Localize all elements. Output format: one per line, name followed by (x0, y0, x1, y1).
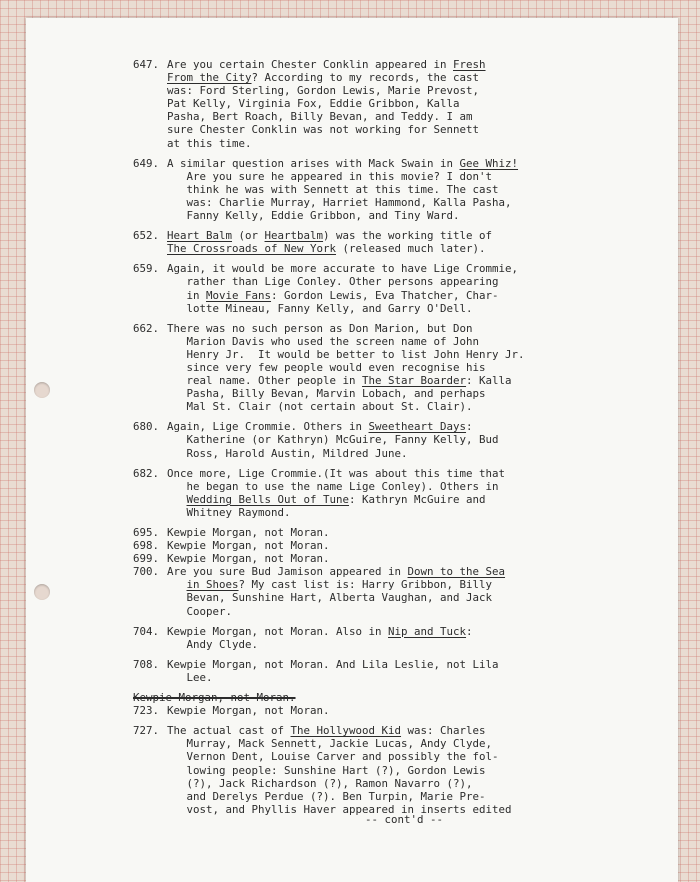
text-segment: Pasha, Billy Bevan, Marvin Lobach, and perhaps (167, 387, 486, 401)
text-segment: Are you sure Bud Jamison appeared in (167, 565, 408, 579)
entry-text (167, 467, 638, 519)
entry-659 (133, 262, 638, 314)
entry-text (167, 58, 638, 150)
struck-entry (133, 691, 638, 704)
text-segment: Andy Clyde. (167, 637, 259, 651)
text-segment: : Kalla (466, 374, 512, 388)
text-line (167, 183, 638, 196)
text-line (167, 275, 638, 288)
text-line (167, 671, 638, 684)
text-line (167, 123, 638, 136)
text-line (167, 229, 638, 242)
text-segment: : Kathryn McGuire and (349, 492, 486, 506)
text-segment: Kewpie Morgan, not Moran. (167, 526, 330, 539)
text-line (167, 480, 638, 493)
text-segment: Once more, Lige Crommie.(It was about this time that (167, 466, 506, 480)
text-line (167, 447, 638, 460)
entry-680 (133, 420, 638, 459)
entry-text (167, 322, 638, 414)
typed-text (133, 58, 638, 823)
text-segment: Kewpie Morgan, not Moran. (167, 539, 330, 553)
text-line (167, 605, 638, 618)
entry-number: 727. (133, 724, 160, 738)
entry-text (167, 552, 638, 565)
text-line (167, 638, 638, 651)
entry-number: 647. (133, 58, 160, 71)
text-line (167, 361, 638, 374)
entry-695 (133, 526, 638, 539)
entry-682 (133, 467, 638, 519)
entry-704 (133, 625, 638, 651)
text-segment: (released much later). (336, 242, 486, 256)
text-segment: Cooper. (167, 604, 233, 618)
text-segment: Lee. (167, 670, 213, 684)
entry-number: 695. (133, 526, 160, 539)
text-segment: (?), Jack Richardson (?), Ramon Navarro (?), (167, 776, 473, 790)
text-line (167, 506, 638, 519)
film-title: Heartbalm (264, 229, 324, 243)
text-segment (167, 493, 187, 506)
entry-649 (133, 157, 638, 222)
text-segment: Again, Lige Crommie. Others in (167, 420, 369, 434)
entry-number: 662. (133, 321, 160, 335)
text-segment: lowing people: Sunshine Hart (?), Gordon Lewis (167, 763, 486, 777)
text-line (167, 157, 638, 170)
text-line (167, 209, 638, 222)
text-segment: Kewpie Morgan, not Moran. Also in (167, 624, 389, 638)
text-segment: : (466, 624, 473, 638)
entry-text (167, 724, 638, 816)
text-segment: Are you sure he appeared in this movie? I don't (167, 169, 493, 183)
text-segment: Again, it would be more accurate to have Lige Crommie, (167, 262, 519, 276)
text-line (167, 262, 638, 275)
entry-text (167, 704, 638, 717)
text-segment: Marion Davis who used the screen name of John (167, 334, 480, 348)
text-segment: at this time. (167, 136, 252, 150)
film-title: From the City (167, 71, 252, 85)
entry-652 (133, 229, 638, 255)
film-title: in Shoes (186, 578, 239, 592)
entry-text (167, 625, 638, 651)
text-segment: Katherine (or Kathryn) McGuire, Fanny Kelly, Bud (167, 433, 499, 447)
entry-723 (133, 704, 638, 717)
entry-text (167, 526, 638, 539)
text-line (167, 591, 638, 604)
text-line (167, 302, 638, 315)
entry-number: 708. (133, 657, 160, 671)
entry-text (167, 565, 638, 617)
text-line (167, 578, 638, 591)
film-title: Nip and Tuck (388, 624, 467, 638)
text-segment: ) was the working title of (323, 229, 493, 243)
entry-text (167, 539, 638, 552)
film-title: Heart Balm (167, 229, 233, 243)
text-segment: since very few people would even recognise his (167, 360, 486, 374)
text-line (167, 750, 638, 763)
entry-698 (133, 539, 638, 552)
text-segment: A similar question arises with Mack Swain in (167, 156, 460, 170)
text-line (167, 84, 638, 97)
text-segment: Kewpie Morgan, not Moran. (167, 704, 330, 718)
text-segment: think he was with Sennett at this time. The cast (167, 182, 499, 196)
entry-727 (133, 724, 638, 816)
entry-number: 652. (133, 229, 160, 243)
entry-text (167, 420, 638, 459)
text-segment: in (167, 288, 207, 302)
text-line (167, 137, 638, 150)
entry-text (167, 229, 638, 255)
film-title: The Star Boarder (362, 374, 467, 388)
text-segment: lotte Mineau, Fanny Kelly, and Garry O'Dell. (167, 301, 473, 315)
text-segment: Kewpie Morgan, not Moran. And Lila Leslie, not Lila (167, 657, 499, 671)
entry-662 (133, 322, 638, 414)
entry-700 (133, 565, 638, 617)
text-line (167, 97, 638, 110)
film-title: Gee Whiz! (459, 156, 519, 170)
entry-number: 682. (133, 466, 160, 480)
text-segment: : (466, 420, 473, 434)
entry-number: 699. (133, 552, 160, 566)
text-line (167, 539, 638, 552)
text-segment: was: Charlie Murray, Harriet Hammond, Kalla Pasha, (167, 195, 512, 209)
text-segment: ? My cast list is: Harry Gribbon, Billy (238, 578, 493, 592)
text-line (167, 170, 638, 183)
text-segment: he began to use the name Lige Conley). Others in (167, 479, 499, 493)
text-line (167, 348, 638, 361)
film-title: Wedding Bells Out of Tune (186, 492, 350, 506)
film-title: The Hollywood Kid (290, 724, 402, 738)
entry-list-2 (133, 704, 638, 816)
text-line (167, 724, 638, 737)
text-line (167, 526, 638, 539)
text-segment: Pat Kelly, Virginia Fox, Eddie Gribbon, Kalla (167, 97, 460, 111)
text-segment: and Derelys Perdue (?). Ben Turpin, Marie Pre- (167, 789, 486, 803)
text-segment: Bevan, Sunshine Hart, Alberta Vaughan, and Jack (167, 591, 493, 605)
text-line (167, 242, 638, 255)
text-segment: Whitney Raymond. (167, 505, 291, 519)
text-segment: was: Charles (401, 724, 486, 738)
entry-699 (133, 552, 638, 565)
entry-708 (133, 658, 638, 684)
film-title: Sweetheart Days (368, 420, 467, 434)
continued-footer: -- cont'd -- (364, 813, 443, 826)
entry-number: 700. (133, 565, 160, 579)
entry-number: 723. (133, 704, 160, 718)
film-title: Movie Fans (206, 288, 272, 302)
entry-number: 659. (133, 262, 160, 276)
text-segment: Fanny Kelly, Eddie Gribbon, and Tiny Ward. (167, 209, 460, 223)
struck-line: Kewpie Morgan, not Moran. (133, 691, 296, 705)
text-line (167, 565, 638, 578)
entry-number: 680. (133, 420, 160, 434)
text-segment: Are you certain Chester Conklin appeared in (167, 58, 454, 71)
text-segment: Ross, Harold Austin, Mildred June. (167, 446, 408, 460)
text-segment: Kewpie Morgan, not Moran. (167, 552, 330, 566)
text-segment: Pasha, Bert Roach, Billy Bevan, and Teddy. I am (167, 110, 473, 124)
text-segment: Henry Jr. It would be better to list John Henry Jr. (167, 347, 525, 361)
text-segment: rather than Lige Conley. Other persons appearing (167, 275, 499, 289)
punch-hole (34, 584, 50, 600)
text-line (167, 400, 638, 413)
text-line (167, 777, 638, 790)
entry-number: 704. (133, 624, 160, 638)
text-segment: real name. Other people in (167, 374, 363, 388)
text-segment: There was no such person as Don Marion, but Don (167, 321, 473, 335)
entry-text (167, 658, 638, 684)
text-segment: : Gordon Lewis, Eva Thatcher, Char- (271, 288, 499, 302)
text-line (167, 58, 638, 71)
text-line (167, 387, 638, 400)
text-line (167, 790, 638, 803)
entry-number: 698. (133, 539, 160, 553)
text-segment: Vernon Dent, Louise Carver and possibly the fol- (167, 750, 499, 764)
text-line (167, 764, 638, 777)
film-title: The Crossroads of New York (167, 242, 337, 256)
text-line (167, 704, 638, 717)
text-line (167, 110, 638, 123)
film-title: Fresh (453, 58, 486, 71)
entry-number: 649. (133, 156, 160, 170)
text-line (167, 71, 638, 84)
entry-text (167, 157, 638, 222)
text-segment: sure Chester Conklin was not working for Sennett (167, 123, 480, 137)
text-line (167, 433, 638, 446)
text-line (167, 335, 638, 348)
text-segment: (or (232, 229, 265, 243)
text-line (167, 289, 638, 302)
text-segment (167, 578, 187, 591)
text-line (167, 322, 638, 335)
text-segment: The actual cast of (167, 724, 291, 738)
text-segment: was: Ford Sterling, Gordon Lewis, Marie Prevost, (167, 84, 480, 98)
film-title: Down to the Sea (407, 565, 506, 579)
text-line (167, 552, 638, 565)
punch-hole (34, 382, 50, 398)
entry-list (133, 58, 638, 684)
text-line (167, 196, 638, 209)
entry-647 (133, 58, 638, 150)
text-line (167, 493, 638, 506)
text-line (167, 374, 638, 387)
text-segment: Murray, Mack Sennett, Jackie Lucas, Andy Clyde, (167, 737, 493, 751)
text-line (167, 420, 638, 433)
text-line (167, 467, 638, 480)
text-segment: vost, and Phyllis Haver appeared in inserts edited (167, 802, 512, 816)
entry-text (167, 262, 638, 314)
text-segment: ? According to my records, the cast (251, 71, 480, 85)
text-line (167, 658, 638, 671)
text-segment: Mal St. Clair (not certain about St. Clair). (167, 400, 473, 414)
text-line (167, 625, 638, 638)
text-line (167, 737, 638, 750)
